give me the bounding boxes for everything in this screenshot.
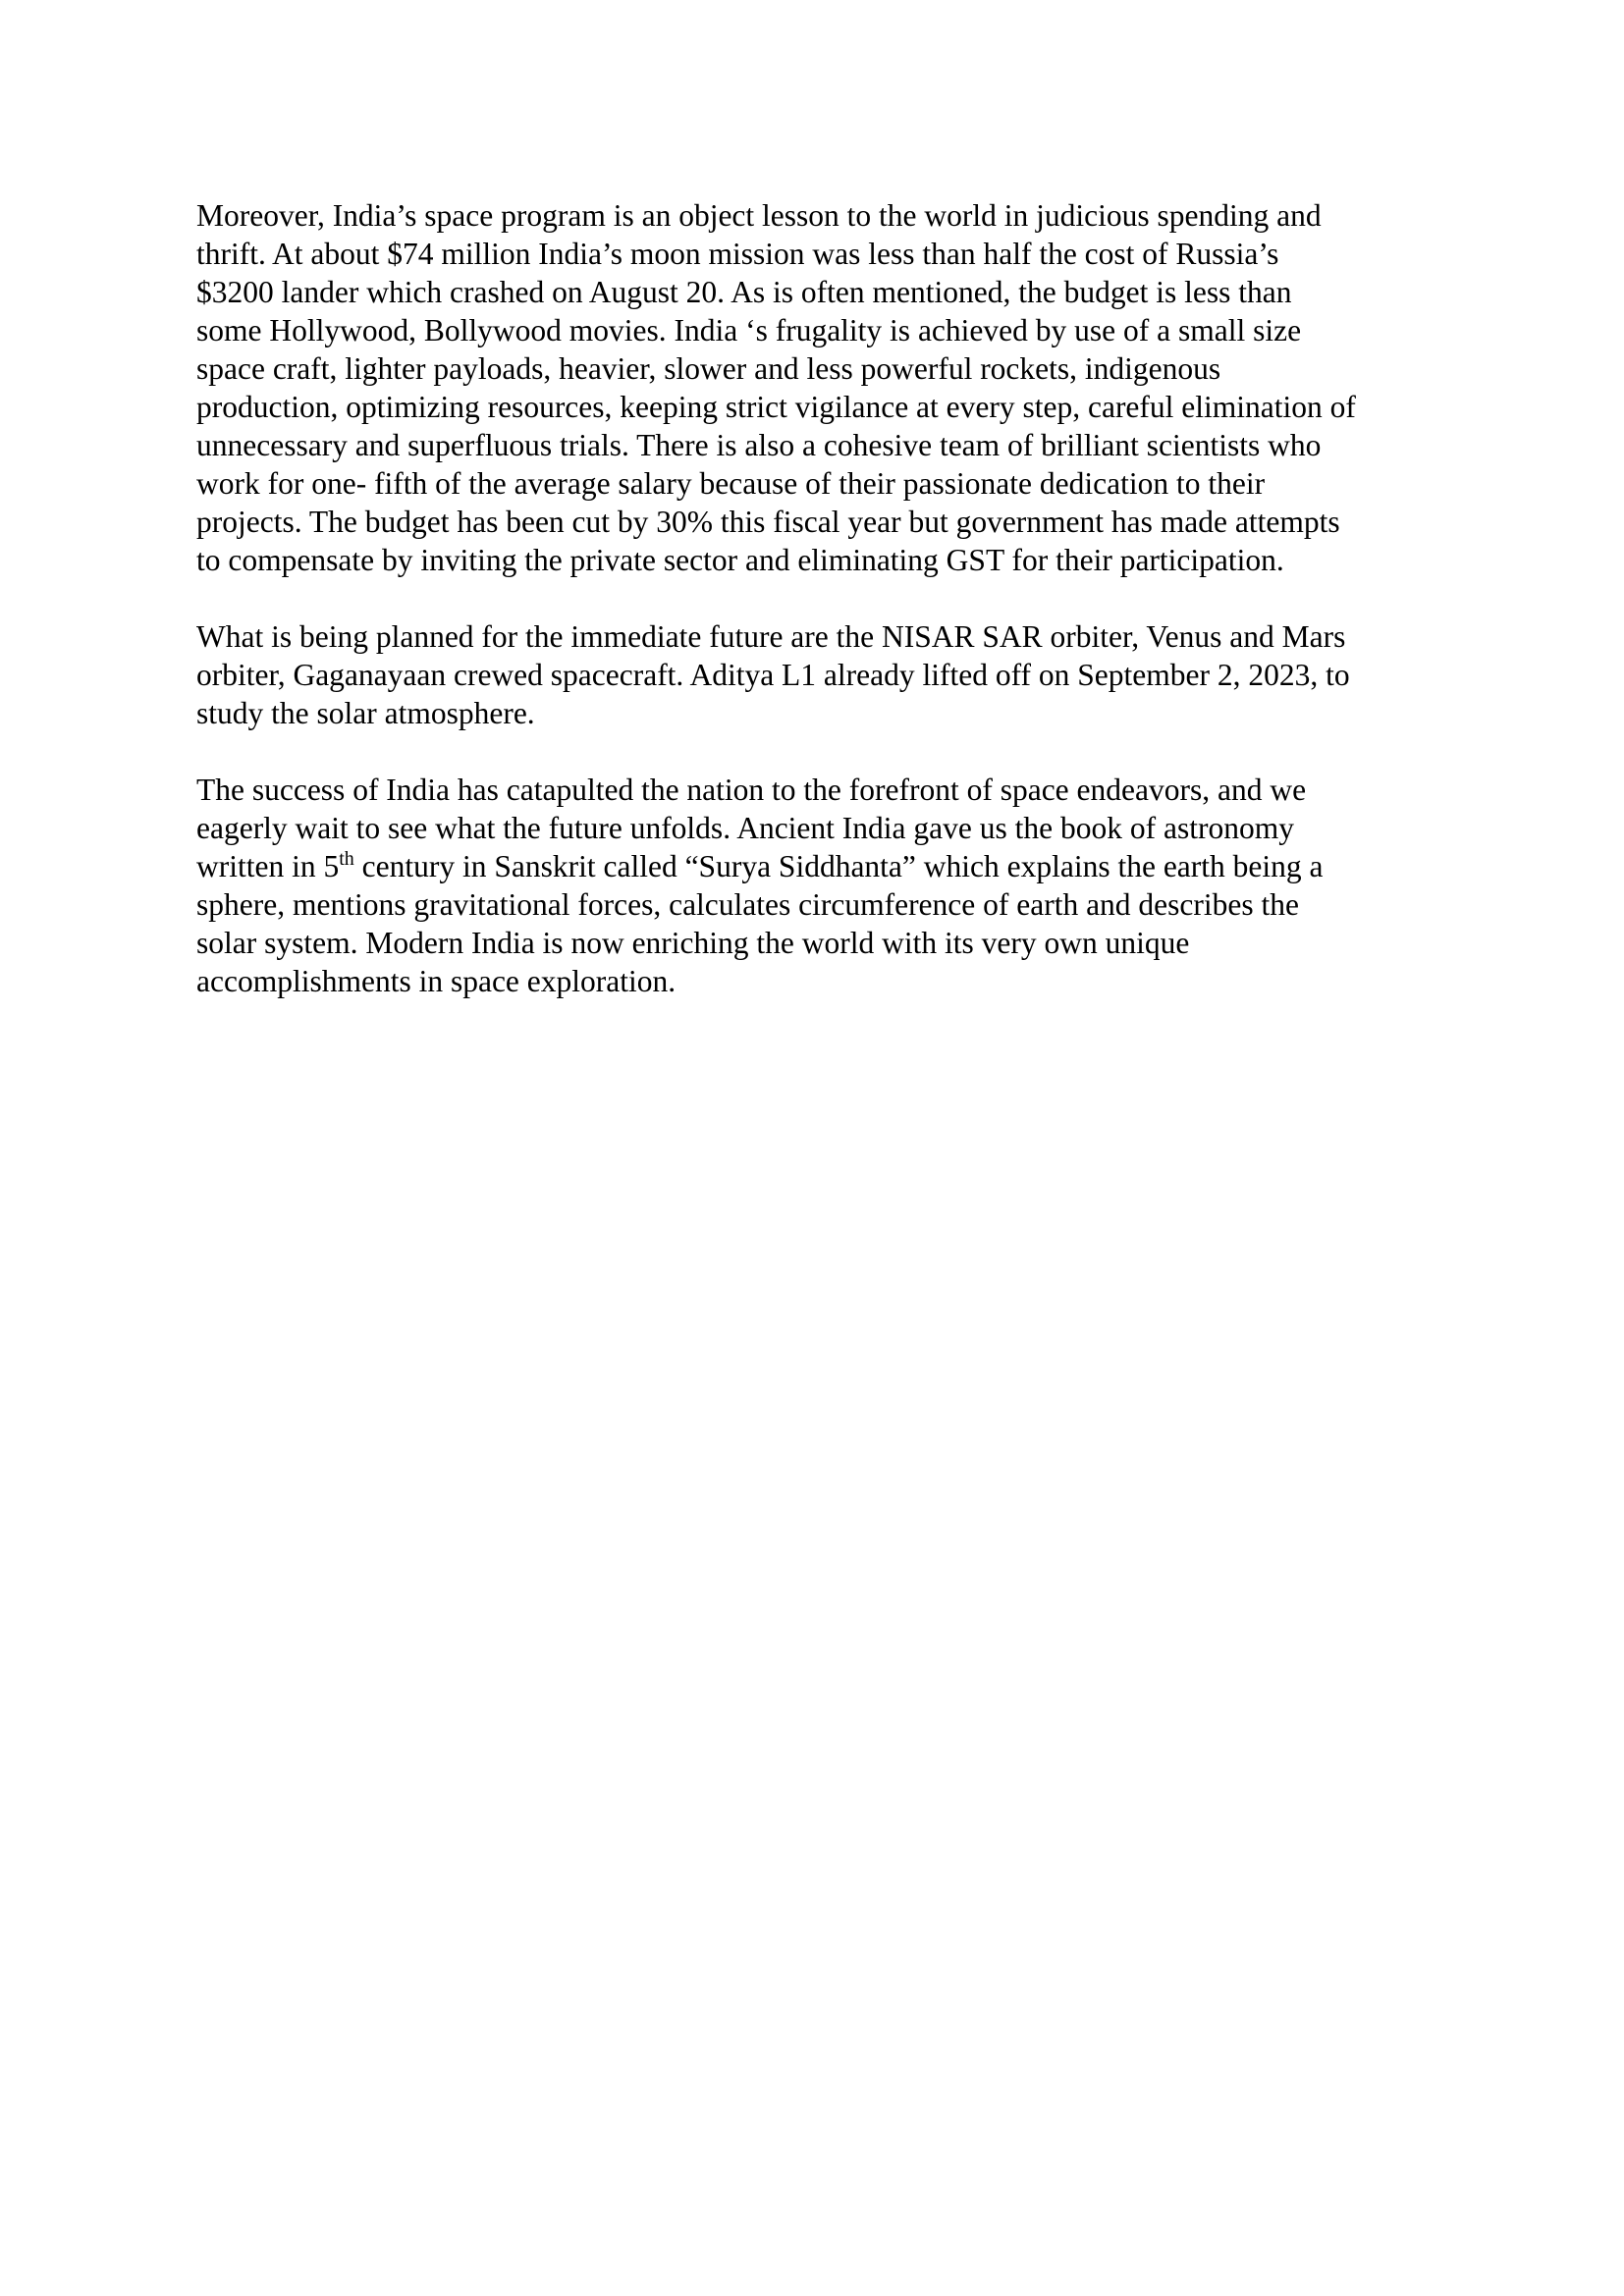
paragraph-future-plans: [196, 617, 1443, 732]
text-line: sphere, mentions gravitational forces, calculates circumference of earth and describes the: [196, 887, 1299, 922]
superscript: th: [339, 848, 354, 870]
text-line: thrift. At about $74 million India’s moon mission was less than half the cost of Russia’s: [196, 237, 1279, 271]
text-line: eagerly wait to see what the future unfolds. Ancient India gave us the book of astronomy: [196, 811, 1294, 845]
text-line: Moreover, India’s space program is an object lesson to the world in judicious spending and: [196, 198, 1322, 233]
text-line: work for one- fifth of the average salary because of their passionate dedication to their: [196, 466, 1266, 501]
text-fragment: written in 5: [196, 849, 340, 883]
text-line: solar system. Modern India is now enriching the world with its very own unique: [196, 926, 1190, 960]
text-line: $3200 lander which crashed on August 20. As is often mentioned, the budget is less than: [196, 275, 1292, 309]
paragraph-conclusion: [196, 771, 1443, 1000]
text-line: to compensate by inviting the private sector and eliminating GST for their participation.: [196, 543, 1284, 577]
text-line: [196, 847, 1443, 885]
text-line: space craft, lighter payloads, heavier, slower and less powerful rockets, indigenous: [196, 351, 1221, 386]
text-line: projects. The budget has been cut by 30% this fiscal year but government has made attempts: [196, 505, 1340, 539]
text-line: orbiter, Gaganayaan crewed spacecraft. Aditya L1 already lifted off on September 2, 2023, to: [196, 658, 1350, 692]
text-line: study the solar atmosphere.: [196, 696, 535, 730]
text-line: some Hollywood, Bollywood movies. India ‘s frugality is achieved by use of a small size: [196, 313, 1302, 347]
text-line: What is being planned for the immediate future are the NISAR SAR orbiter, Venus and Mars: [196, 619, 1346, 654]
text-line: unnecessary and superfluous trials. There is also a cohesive team of brilliant scientists who: [196, 428, 1322, 462]
document-body: [196, 196, 1443, 1039]
paragraph-budget: [196, 196, 1443, 579]
text-line: production, optimizing resources, keeping strict vigilance at every step, careful elimination of: [196, 390, 1356, 424]
text-line: accomplishments in space exploration.: [196, 964, 677, 998]
text-fragment: century in Sanskrit called “Surya Siddhanta” which explains the earth being a: [353, 849, 1324, 883]
text-line: The success of India has catapulted the nation to the forefront of space endeavors, and we: [196, 773, 1307, 807]
